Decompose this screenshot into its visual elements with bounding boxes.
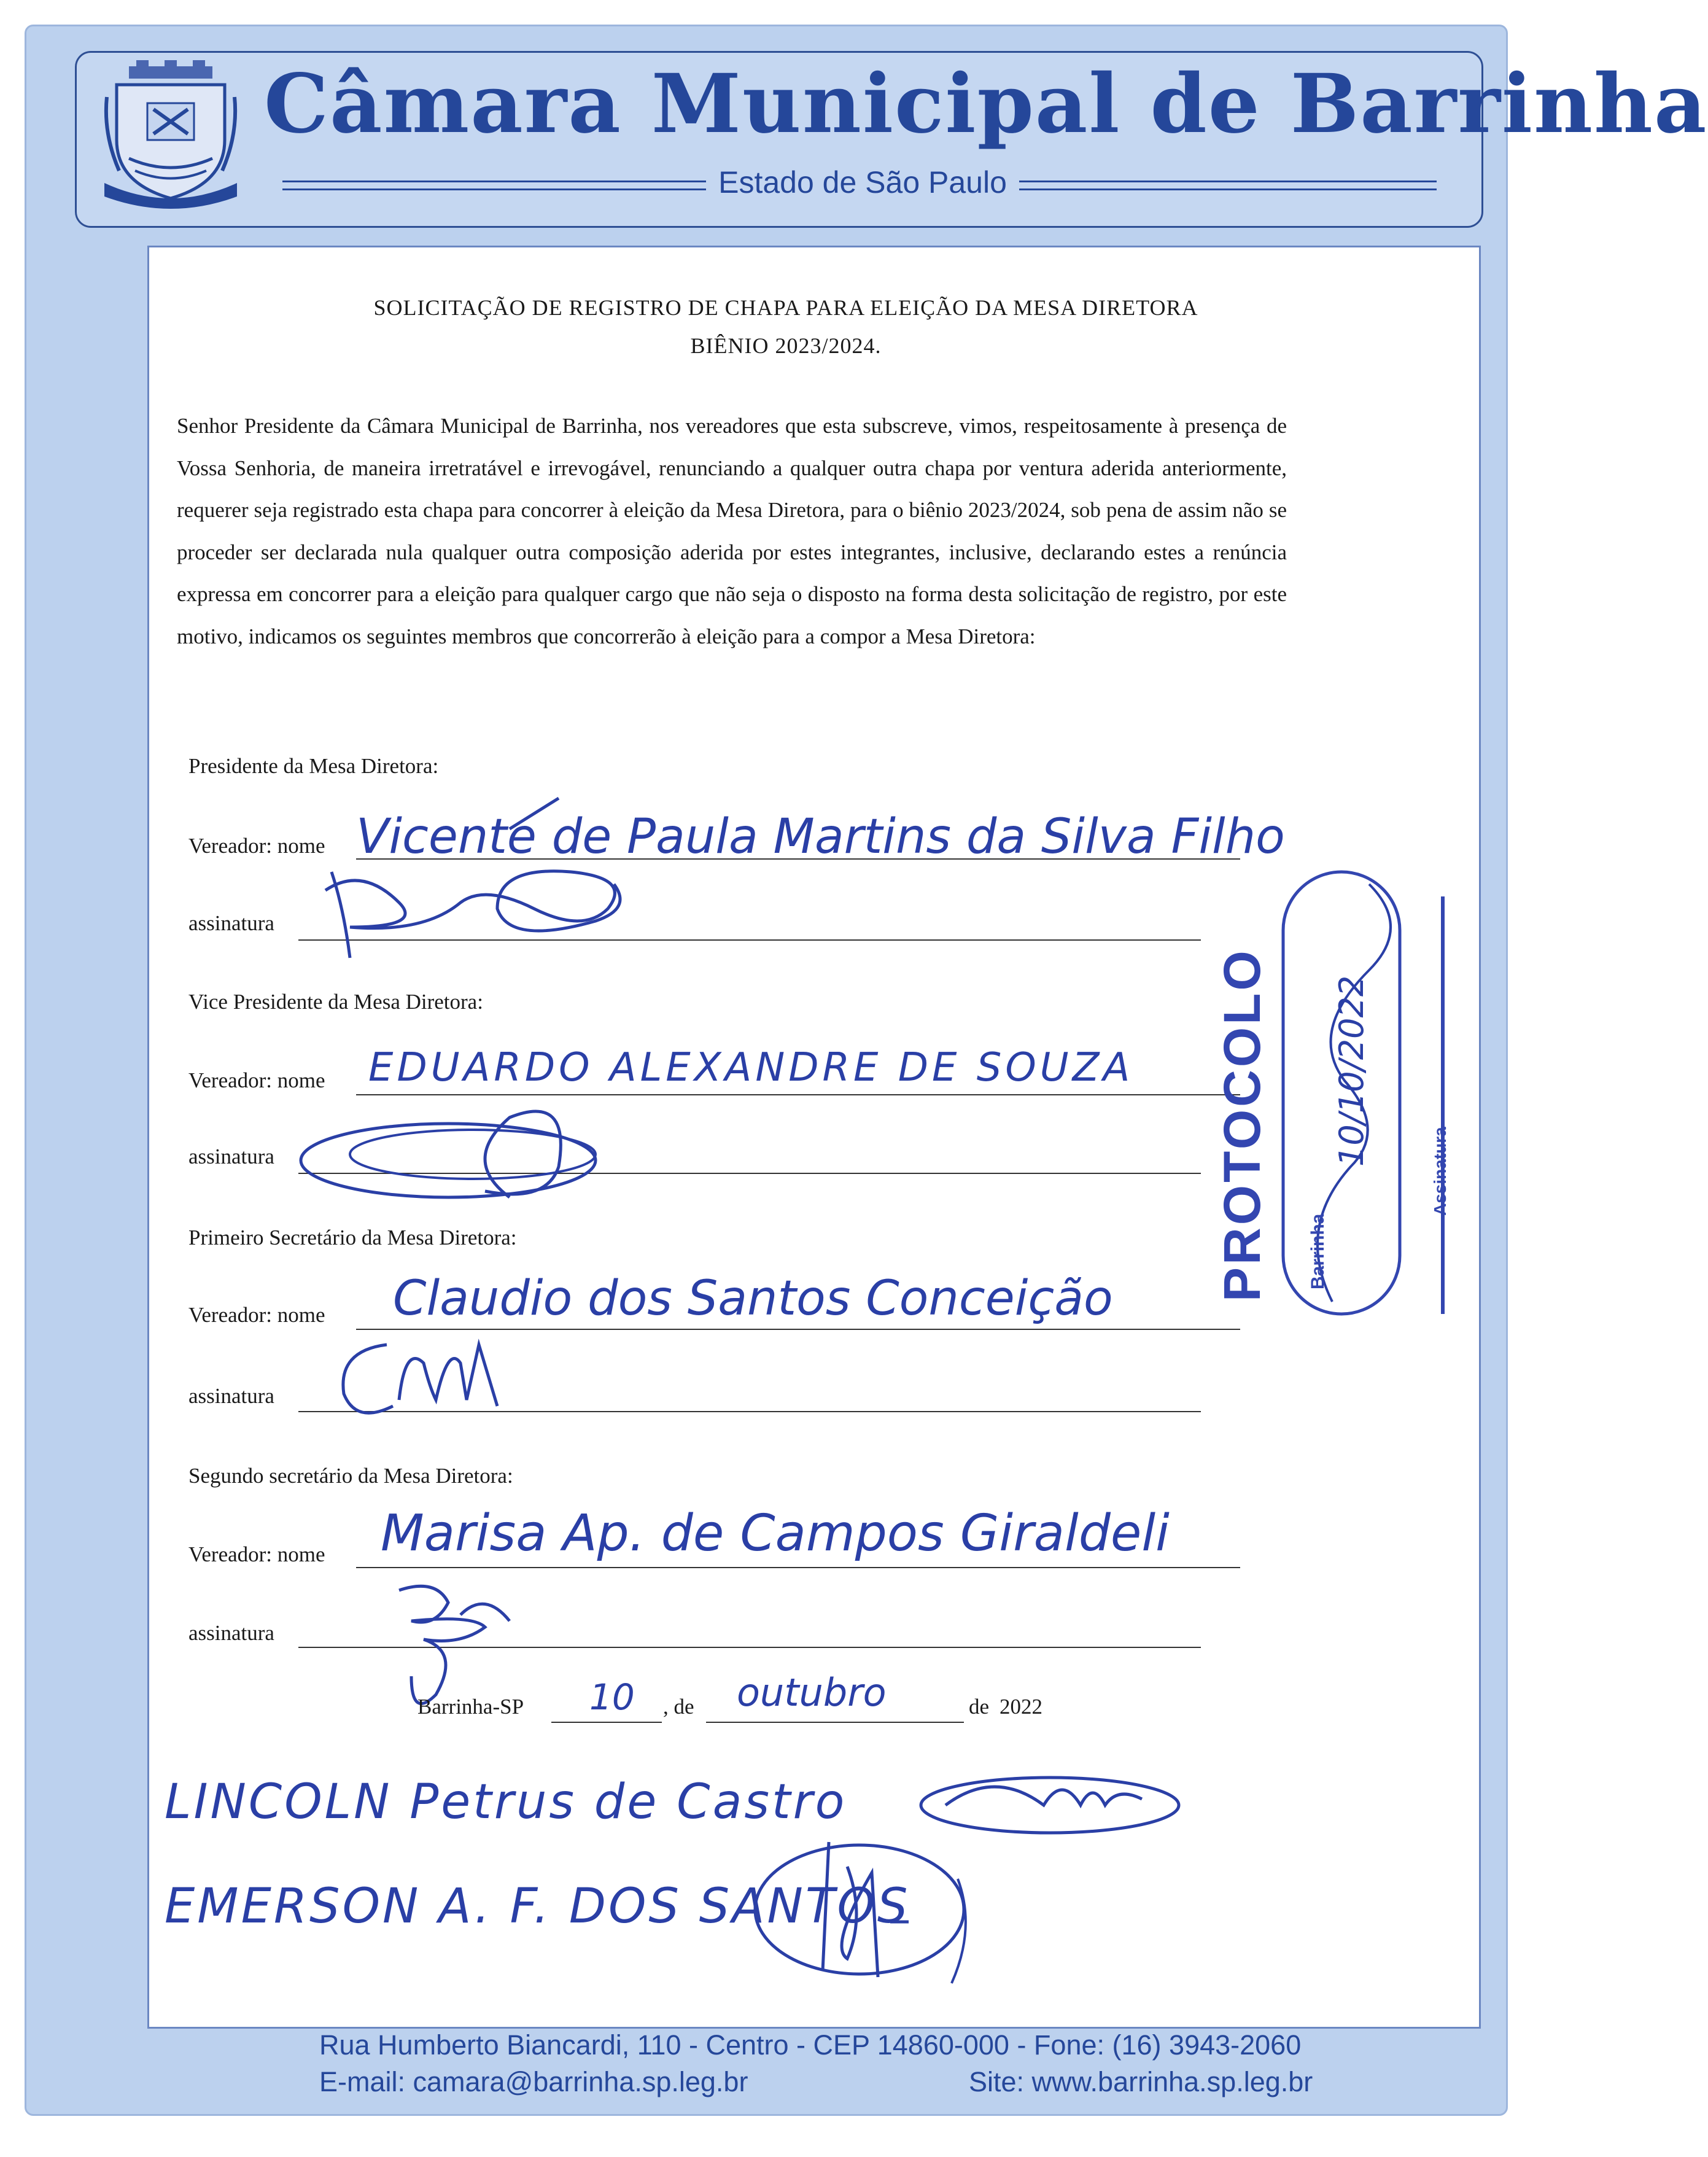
document-title-line1: SOLICITAÇÃO DE REGISTRO DE CHAPA PARA ELEIÇÃO DA MESA DIRETORA xyxy=(373,295,1198,320)
date-month-handwritten: outubro xyxy=(737,1670,887,1715)
name-label: Vereador: nome xyxy=(188,1303,325,1327)
extra-signer-2-signature xyxy=(737,1830,995,1989)
date-city: Barrinha-SP xyxy=(417,1695,524,1719)
document-title xyxy=(196,289,1375,365)
date-month-line xyxy=(706,1722,964,1723)
president-signature xyxy=(307,792,688,976)
footer-site: Site: www.barrinha.sp.leg.br xyxy=(969,2066,1313,2097)
name-label: Vereador: nome xyxy=(188,834,325,858)
state-subtitle-row xyxy=(282,165,1437,208)
coat-of-arms-icon xyxy=(104,60,237,208)
chamber-title: Câmara Municipal de Barrinha xyxy=(264,56,1708,152)
title-rule-left xyxy=(282,181,706,190)
protocol-stamp-date: 10/10/2022 xyxy=(1332,975,1371,1167)
role-president-title: Presidente da Mesa Diretora: xyxy=(188,754,439,778)
protocol-stamp-word: PROTOCOLO xyxy=(1213,948,1271,1302)
date-year: 2022 xyxy=(1000,1695,1042,1719)
title-rule-right xyxy=(1019,181,1437,190)
second-secretary-name-handwritten: Marisa Ap. de Campos Giraldeli xyxy=(381,1504,1170,1563)
president-name-handwritten: Vicente de Paula Martins da Silva Filho xyxy=(356,809,1285,865)
signature-label: assinatura xyxy=(188,1621,274,1645)
document-title-line2: BIÊNIO 2023/2024. xyxy=(690,333,882,358)
signature-label: assinatura xyxy=(188,911,274,935)
first-secretary-signature xyxy=(332,1332,553,1418)
role-vice-president-title: Vice Presidente da Mesa Diretora: xyxy=(188,990,483,1014)
document-body: Senhor Presidente da Câmara Municipal de Barrinha, nos vereadores que esta subscreve, vimos, respeitosamente à presença de Vossa Senhoria, de maneira irretratável e irrevogável, renunciando a qualquer outra chapa por ventura aderida anteriormente, requerer seja registrado esta chapa para concorrer à eleição da Mesa Diretora, para o biênio 2023/2024, sob pena de assim não se proceder ser declarada nula qualquer outra composição aderida por estes integrantes, inclusive, declarando estes a renúncia expressa em concorrer para a eleição para qualquer cargo que não seja o disposto na forma desta solicitação de registro, por este motivo, indicamos os seguintes membros que concorrerão à eleição para a compor a Mesa Diretora: xyxy=(177,414,1287,648)
second-secretary-signature xyxy=(375,1572,534,1707)
extra-signer-2-name: EMERSON A. F. DOS SANTOS xyxy=(165,1879,910,1934)
footer-address: Rua Humberto Biancardi, 110 - Centro - CEP 14860-000 - Fone: (16) 3943-2060 xyxy=(319,2029,1302,2061)
first-secretary-name-handwritten: Claudio dos Santos Conceição xyxy=(393,1271,1113,1326)
name-line xyxy=(356,1567,1240,1568)
vice-president-name-handwritten: EDUARDO ALEXANDRE DE SOUZA xyxy=(368,1045,1134,1090)
vice-president-signature xyxy=(289,1093,669,1216)
date-de: de xyxy=(969,1695,990,1719)
date-separator: , de xyxy=(663,1695,694,1719)
extra-signer-1-name: LINCOLN Petrus de Castro xyxy=(165,1774,847,1830)
role-second-secretary-title: Segundo secretário da Mesa Diretora: xyxy=(188,1464,513,1488)
name-label: Vereador: nome xyxy=(188,1542,325,1566)
date-day-handwritten: 10 xyxy=(589,1676,635,1718)
protocol-stamp-city: Barrinha xyxy=(1308,1213,1328,1289)
signature-label: assinatura xyxy=(188,1384,274,1408)
name-line xyxy=(356,1329,1240,1330)
signature-label: assinatura xyxy=(188,1145,274,1168)
name-label: Vereador: nome xyxy=(188,1068,325,1092)
footer-email: E-mail: camara@barrinha.sp.leg.br xyxy=(319,2066,748,2097)
role-first-secretary-title: Primeiro Secretário da Mesa Diretora: xyxy=(188,1226,517,1250)
protocol-stamp-signature-label: Assinatura xyxy=(1430,1127,1450,1216)
date-day-line xyxy=(551,1722,662,1723)
state-subtitle: Estado de São Paulo xyxy=(718,165,1007,200)
